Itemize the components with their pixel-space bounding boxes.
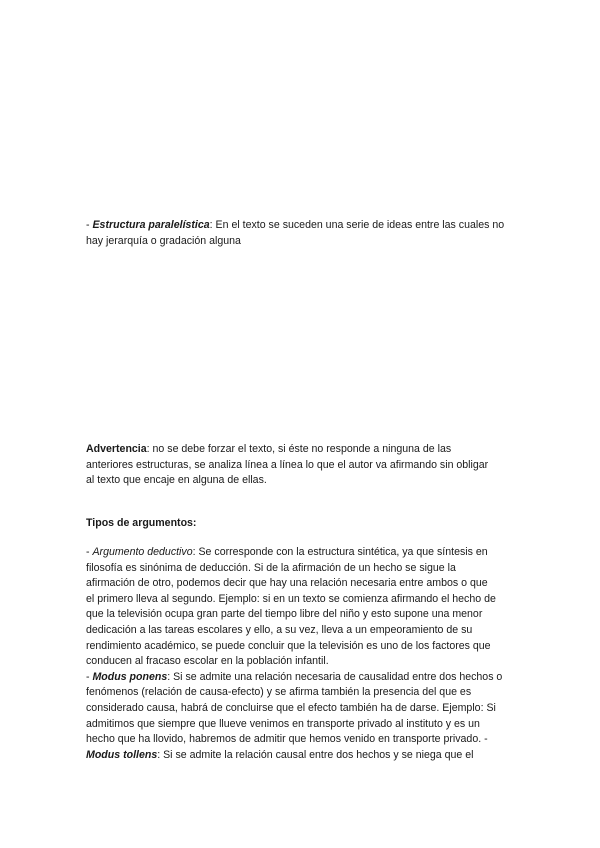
list-dash: - [86, 546, 93, 558]
paralelistica-line-2: hay jerarquía o gradación alguna [86, 234, 241, 247]
deductivo-line-1 [86, 545, 510, 561]
ponens-line-5: hecho que ha llovido, habremos de admitir que hemos venido en transporte privado. - [86, 733, 488, 746]
advertencia-line-3: al texto que encaje en alguna de ellas. [86, 474, 267, 487]
deductivo-text: : Se corresponde con la estructura sintética, ya que síntesis en [192, 546, 488, 558]
ponens-line-1 [86, 670, 510, 686]
advertencia-paragraph [86, 442, 510, 489]
deductivo-line-3: afirmación de otro, podemos decir que hay una relación necesaria entre ambos o que [86, 577, 488, 590]
deductivo-term: Argumento deductivo [92, 546, 193, 558]
advertencia-term: Advertencia [86, 443, 147, 455]
deductivo-line-7: rendimiento académico, se puede concluir que la televisión es uno de los factores que [86, 639, 491, 652]
ponens-line-4: admitimos que siempre que llueve venimos en transporte privado al instituto y es un [86, 717, 480, 730]
advertencia-line-1 [86, 442, 510, 458]
deductivo-line-8: conducen al fracaso escolar en la población infantil. [86, 655, 329, 668]
tipos-heading-block [86, 516, 510, 532]
tollens-line-1 [86, 748, 510, 764]
tollens-text: : Si se admite la relación causal entre dos hechos y se niega que el [157, 748, 474, 761]
tipos-heading: Tipos de argumentos: [86, 517, 197, 529]
ponens-text: : Si se admite una relación necesaria de causalidad entre dos hechos o [167, 670, 503, 683]
ponens-line-3: considerado causa, habrá de concluirse que el efecto también ha de darse. Ejemplo: Si [86, 701, 496, 714]
paralelistica-paragraph [86, 218, 510, 249]
paralelistica-text: : En el texto se suceden una serie de ideas entre las cuales no [209, 219, 505, 231]
argumentos-paragraph [86, 545, 510, 763]
deductivo-line-4: el primero lleva al segundo. Ejemplo: si en un texto se comienza afirmando el hecho de [86, 592, 496, 605]
advertencia-text: : no se debe forzar el texto, si éste no responde a ninguna de las [146, 443, 452, 455]
deductivo-line-2: filosofía es sinónima de deducción. Si de la afirmación de un hecho se sigue la [86, 561, 456, 574]
list-dash: - [86, 670, 93, 683]
ponens-line-2: fenómenos (relación de causa-efecto) y se afirma también la presencia del que es [86, 686, 472, 699]
deductivo-line-6: dedicación a las tareas escolares y ello, a su vez, lleva a un empeoramiento de su [86, 623, 473, 636]
deductivo-line-5: que la televisión ocupa gran parte del tiempo libre del niño y esto supone una menor [86, 608, 483, 621]
paralelistica-term: Estructura paralelística [92, 219, 210, 231]
paralelistica-line-1 [86, 218, 510, 234]
ponens-term: Modus ponens [92, 670, 168, 683]
list-dash: - [86, 219, 93, 231]
tollens-term: Modus tollens [86, 748, 158, 761]
advertencia-line-2: anteriores estructuras, se analiza línea a línea lo que el autor va afirmando sin obligar [86, 458, 489, 471]
